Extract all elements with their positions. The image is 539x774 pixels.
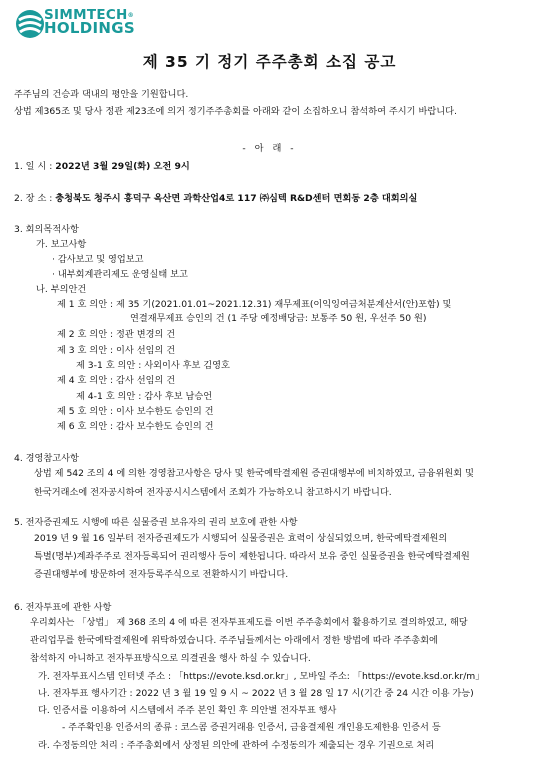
section-6-line: 관리업무를 한국예탁결제원에 위탁하였습니다. 주주님들께서는 아래에서 정한 방법에 따라 주주총회에 bbox=[30, 635, 438, 646]
section-1-value: 2022년 3월 29일(화) 오전 9시 bbox=[55, 161, 190, 172]
section-2-label: 2. 장 소 : bbox=[14, 193, 56, 204]
section-2-value: 충청북도 청주시 흥덕구 옥산면 과학산업4로 117 ㈜심텍 R&D센터 면회동 2층 대회의실 bbox=[55, 193, 418, 204]
section-6-item: 가. 전자투표시스템 인터넷 주소 : 「https://evote.ksd.or.kr」, 모바일 주소: 「https://evote.ksd.or.kr/m」 bbox=[38, 671, 485, 682]
section-3-heading: 3. 회의목적사항 bbox=[14, 224, 79, 235]
section-5-line: 특별(명부)계좌주주로 전자등록되어 권리행사 등이 제한됩니다. 따라서 보유 중인 실물증권을 한국예탁결제원 bbox=[34, 551, 470, 562]
section-4-line: 상법 제 542 조의 4 에 의한 경영참고사항은 당사 및 한국예탁결제원 증권대행부에 비치하였고, 금융위원회 및 bbox=[34, 468, 474, 479]
section-6-item: - 주주확인용 인증서의 종류 : 코스콤 증권거래용 인증서, 금융결제원 개인용도제한용 인증서 등 bbox=[62, 722, 441, 733]
section-6-heading: 6. 전자투표에 관한 사항 bbox=[14, 602, 112, 613]
agenda-item: 제 4 호 의안 : 감사 선임의 건 bbox=[57, 375, 176, 386]
agenda-item: 제 4-1 호 의안 : 감사 후보 남승언 bbox=[76, 391, 213, 402]
separator: - 아 래 - bbox=[242, 143, 297, 154]
intro-line-1: 주주님의 건승과 댁내의 평안을 기원합니다. bbox=[14, 89, 189, 100]
agenda-item: 제 2 호 의안 : 정관 변경의 건 bbox=[57, 329, 176, 340]
section-6-line: 참석하지 아니하고 전자투표방식으로 의결권을 행사 하실 수 있습니다. bbox=[30, 653, 311, 664]
logo-wordmark bbox=[44, 9, 135, 35]
section-6-line: 우리회사는 「상법」 제 368 조의 4 에 따른 전자투표제도를 이번 주주총회에서 활용하기로 결의하였고, 해당 bbox=[30, 617, 468, 628]
report-item: · 내부회계관리제도 운영실태 보고 bbox=[52, 269, 188, 280]
agenda-item: 연결재무제표 승인의 건 (1 주당 예정배당금: 보통주 50 원, 우선주 50 원) bbox=[130, 313, 427, 324]
agenda-item: 제 1 호 의안 : 제 35 기(2021.01.01~2021.12.31) 재무제표(이익잉여금처분계산서(안)포함) 및 bbox=[57, 299, 452, 310]
section-4-heading: 4. 경영참고사항 bbox=[14, 453, 79, 464]
logo-tm: ® bbox=[127, 12, 134, 19]
intro-line-2: 상법 제365조 및 당사 정관 제23조에 의거 정기주주총회를 아래와 같이 소집하오니 참석하여 주시기 바랍니다. bbox=[14, 106, 457, 117]
section-1 bbox=[14, 161, 190, 173]
section-6-item: 다. 인증서를 이용하여 시스템에서 주주 본인 확인 후 의안별 전자투표 행사 bbox=[38, 705, 337, 716]
page-title: 제 35 기 정기 주주총회 소집 공고 bbox=[142, 53, 397, 71]
section-4-line: 한국거래소에 전자공시하여 전자공시시스템에서 조회가 가능하오니 참고하시기 바랍니다. bbox=[34, 487, 392, 498]
section-3-na: 나. 부의안건 bbox=[36, 284, 87, 295]
agenda-item: 제 5 호 의안 : 이사 보수한도 승인의 건 bbox=[57, 406, 214, 417]
section-2 bbox=[14, 193, 417, 205]
section-6-item: 라. 수정동의안 처리 : 주주총회에서 상정된 의안에 관하여 수정동의가 제출되는 경우 기권으로 처리 bbox=[38, 740, 435, 751]
agenda-item: 제 3-1 호 의안 : 사외이사 후보 김영호 bbox=[76, 360, 230, 371]
section-3-ga: 가. 보고사항 bbox=[36, 239, 87, 250]
agenda-item: 제 6 호 의안 : 감사 보수한도 승인의 건 bbox=[57, 421, 214, 432]
section-1-label: 1. 일 시 : bbox=[14, 161, 56, 172]
logo-line2: HOLDINGS bbox=[44, 19, 135, 37]
section-5-heading: 5. 전자증권제도 시행에 따른 실물증권 보유자의 권리 보호에 관한 사항 bbox=[14, 517, 298, 528]
report-item: · 감사보고 및 영업보고 bbox=[52, 254, 144, 265]
logo-line1: SIMMTECH bbox=[44, 7, 128, 23]
section-5-line: 2019 년 9 월 16 일부터 전자증권제도가 시행되어 실물증권은 효력이 상실되었으며, 한국예탁결제원의 bbox=[34, 533, 448, 544]
agenda-item: 제 3 호 의안 : 이사 선임의 건 bbox=[57, 345, 176, 356]
section-5-line: 증권대행부에 방문하여 전자등록주식으로 전환하시기 바랍니다. bbox=[34, 569, 289, 580]
section-6-item: 나. 전자투표 행사기간 : 2022 년 3 월 19 일 9 시 ~ 2022 년 3 월 28 일 17 시(기간 중 24 시간 이용 가능) bbox=[38, 688, 474, 699]
